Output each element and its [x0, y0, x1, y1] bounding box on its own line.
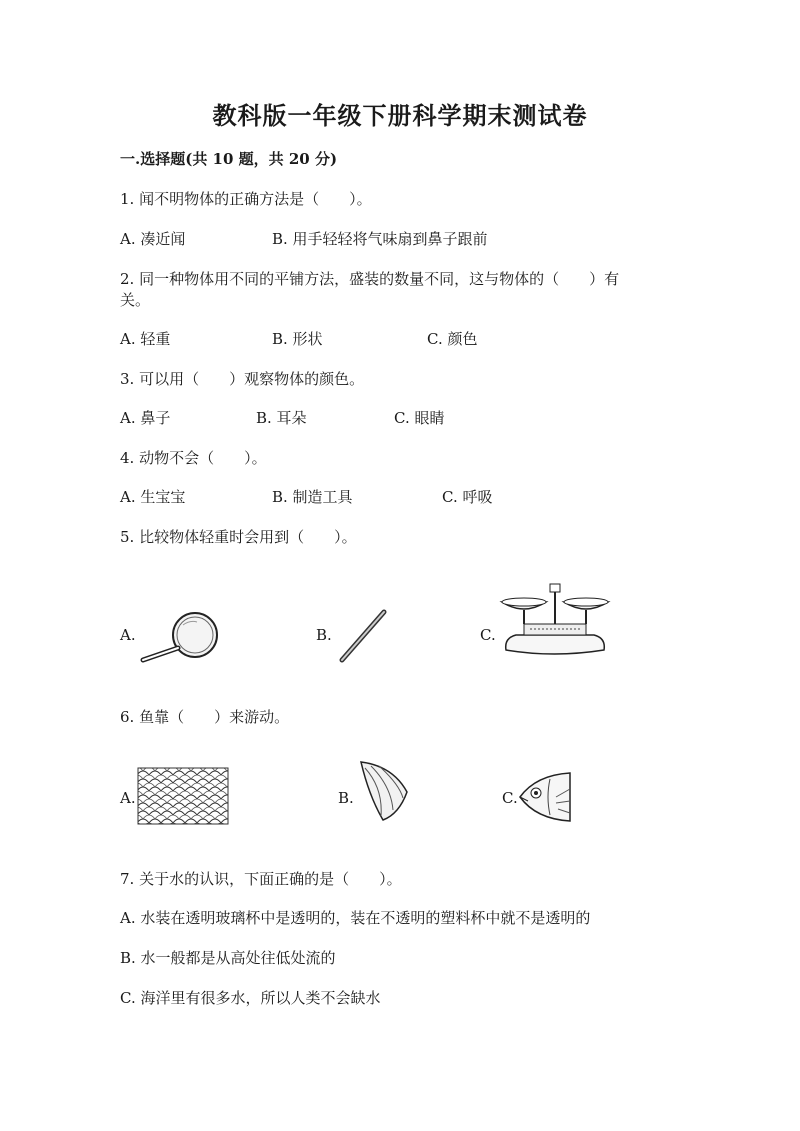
q2-option-a[interactable]: A. 轻重	[120, 330, 171, 348]
q6-option-b[interactable]: B.	[338, 789, 354, 807]
q1-option-a[interactable]: A. 凑近闻	[120, 230, 186, 248]
fish-icon	[516, 767, 572, 825]
question-6: 6. 鱼靠（ ）来游动。	[120, 708, 290, 726]
magnifying-glass-icon	[135, 610, 230, 665]
question-4: 4. 动物不会（ ）。	[120, 449, 267, 467]
question-2: 2. 同一种物体用不同的平铺方法，盛装的数量不同，这与物体的（ ）有	[120, 270, 620, 288]
q4-option-a[interactable]: A. 生宝宝	[120, 488, 186, 506]
q2-option-c[interactable]: C. 颜色	[427, 330, 478, 348]
question-3: 3. 可以用（ ）观察物体的颜色。	[120, 370, 365, 388]
stick-icon	[336, 606, 391, 666]
question-1: 1. 闻不明物体的正确方法是（ ）。	[120, 190, 372, 208]
q4-option-b[interactable]: B. 制造工具	[272, 488, 353, 506]
q6-option-c[interactable]: C.	[502, 789, 518, 807]
question-2-cont: 关。	[120, 291, 151, 309]
q6-option-a[interactable]: A.	[120, 789, 136, 807]
q7-option-a[interactable]: A. 水装在透明玻璃杯中是透明的，装在不透明的塑料杯中就不是透明的	[120, 909, 591, 927]
q5-option-c[interactable]: C.	[480, 626, 496, 644]
net-scales-icon	[137, 767, 229, 825]
fin-icon	[353, 758, 413, 824]
balance-scale-icon	[494, 580, 616, 660]
q2-option-b[interactable]: B. 形状	[272, 330, 323, 348]
q7-option-b[interactable]: B. 水一般都是从高处往低处流的	[120, 949, 336, 967]
q3-option-b[interactable]: B. 耳朵	[256, 409, 307, 427]
q5-option-a[interactable]: A.	[120, 626, 136, 644]
q7-option-c[interactable]: C. 海洋里有很多水，所以人类不会缺水	[120, 989, 381, 1007]
q3-option-a[interactable]: A. 鼻子	[120, 409, 171, 427]
q1-option-b[interactable]: B. 用手轻轻将气味扇到鼻子跟前	[272, 230, 488, 248]
q3-option-c[interactable]: C. 眼睛	[394, 409, 445, 427]
q5-option-b[interactable]: B.	[316, 626, 332, 644]
q4-option-c[interactable]: C. 呼吸	[442, 488, 493, 506]
question-5: 5. 比较物体轻重时会用到（ ）。	[120, 528, 357, 546]
section-heading: 一.选择题(共 10 题，共 20 分)	[120, 150, 338, 168]
page-title: 教科版一年级下册科学期末测试卷	[212, 101, 588, 130]
question-7: 7. 关于水的认识，下面正确的是（ ）。	[120, 870, 402, 888]
